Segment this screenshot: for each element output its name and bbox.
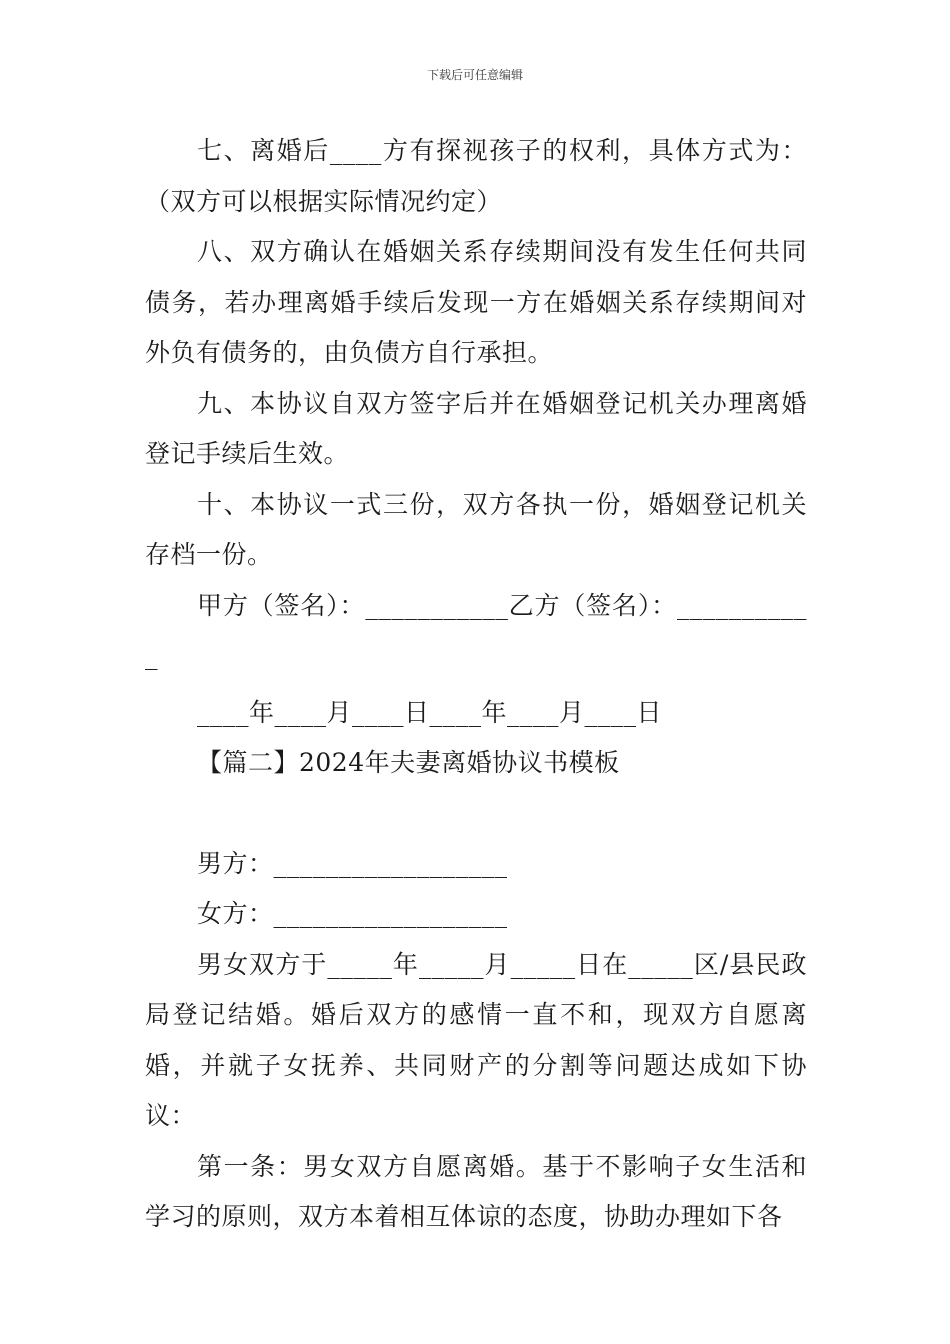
date-line: ____年____月____日____年____月____日: [197, 697, 663, 727]
clause-8: 八、双方确认在婚姻关系存续期间没有发生任何共同债务，若办理离婚手续后发现一方在婚姻关系存续期间对外负有债务的，由负债方自行承担。: [145, 237, 807, 367]
section-title: 【篇二】2024年夫妻离婚协议书模板: [197, 748, 620, 777]
clause-10: 十、本协议一式三份，双方各执一份，婚姻登记机关存档一份。: [145, 489, 807, 569]
intro-paragraph: 男女双方于_____年_____月_____日在_____区/县民政局登记结婚。婚后双方的感情一直不和，现双方自愿离婚，并就子女抚养、共同财产的分割等问题达成如下协议：: [145, 949, 807, 1130]
article-1: 第一条：男女双方自愿离婚。基于不影响子女生活和学习的原则，双方本着相互体谅的态度，协助办理如下各: [145, 1151, 807, 1231]
document-body: [145, 126, 807, 1243]
clause-7: 七、离婚后____方有探视孩子的权利，具体方式为：（双方可以根据实际情况约定）: [145, 136, 807, 216]
signature-line: 甲方（签名）：___________乙方（签名）：___________: [145, 590, 807, 670]
male-party-line: 男方：__________________: [197, 848, 508, 878]
clause-9: 九、本协议自双方签字后并在婚姻登记机关办理离婚登记手续后生效。: [145, 388, 807, 468]
blank-space: [145, 789, 807, 839]
female-party-line: 女方：__________________: [197, 899, 508, 928]
page-header: 下载后可任意编辑: [426, 68, 523, 82]
